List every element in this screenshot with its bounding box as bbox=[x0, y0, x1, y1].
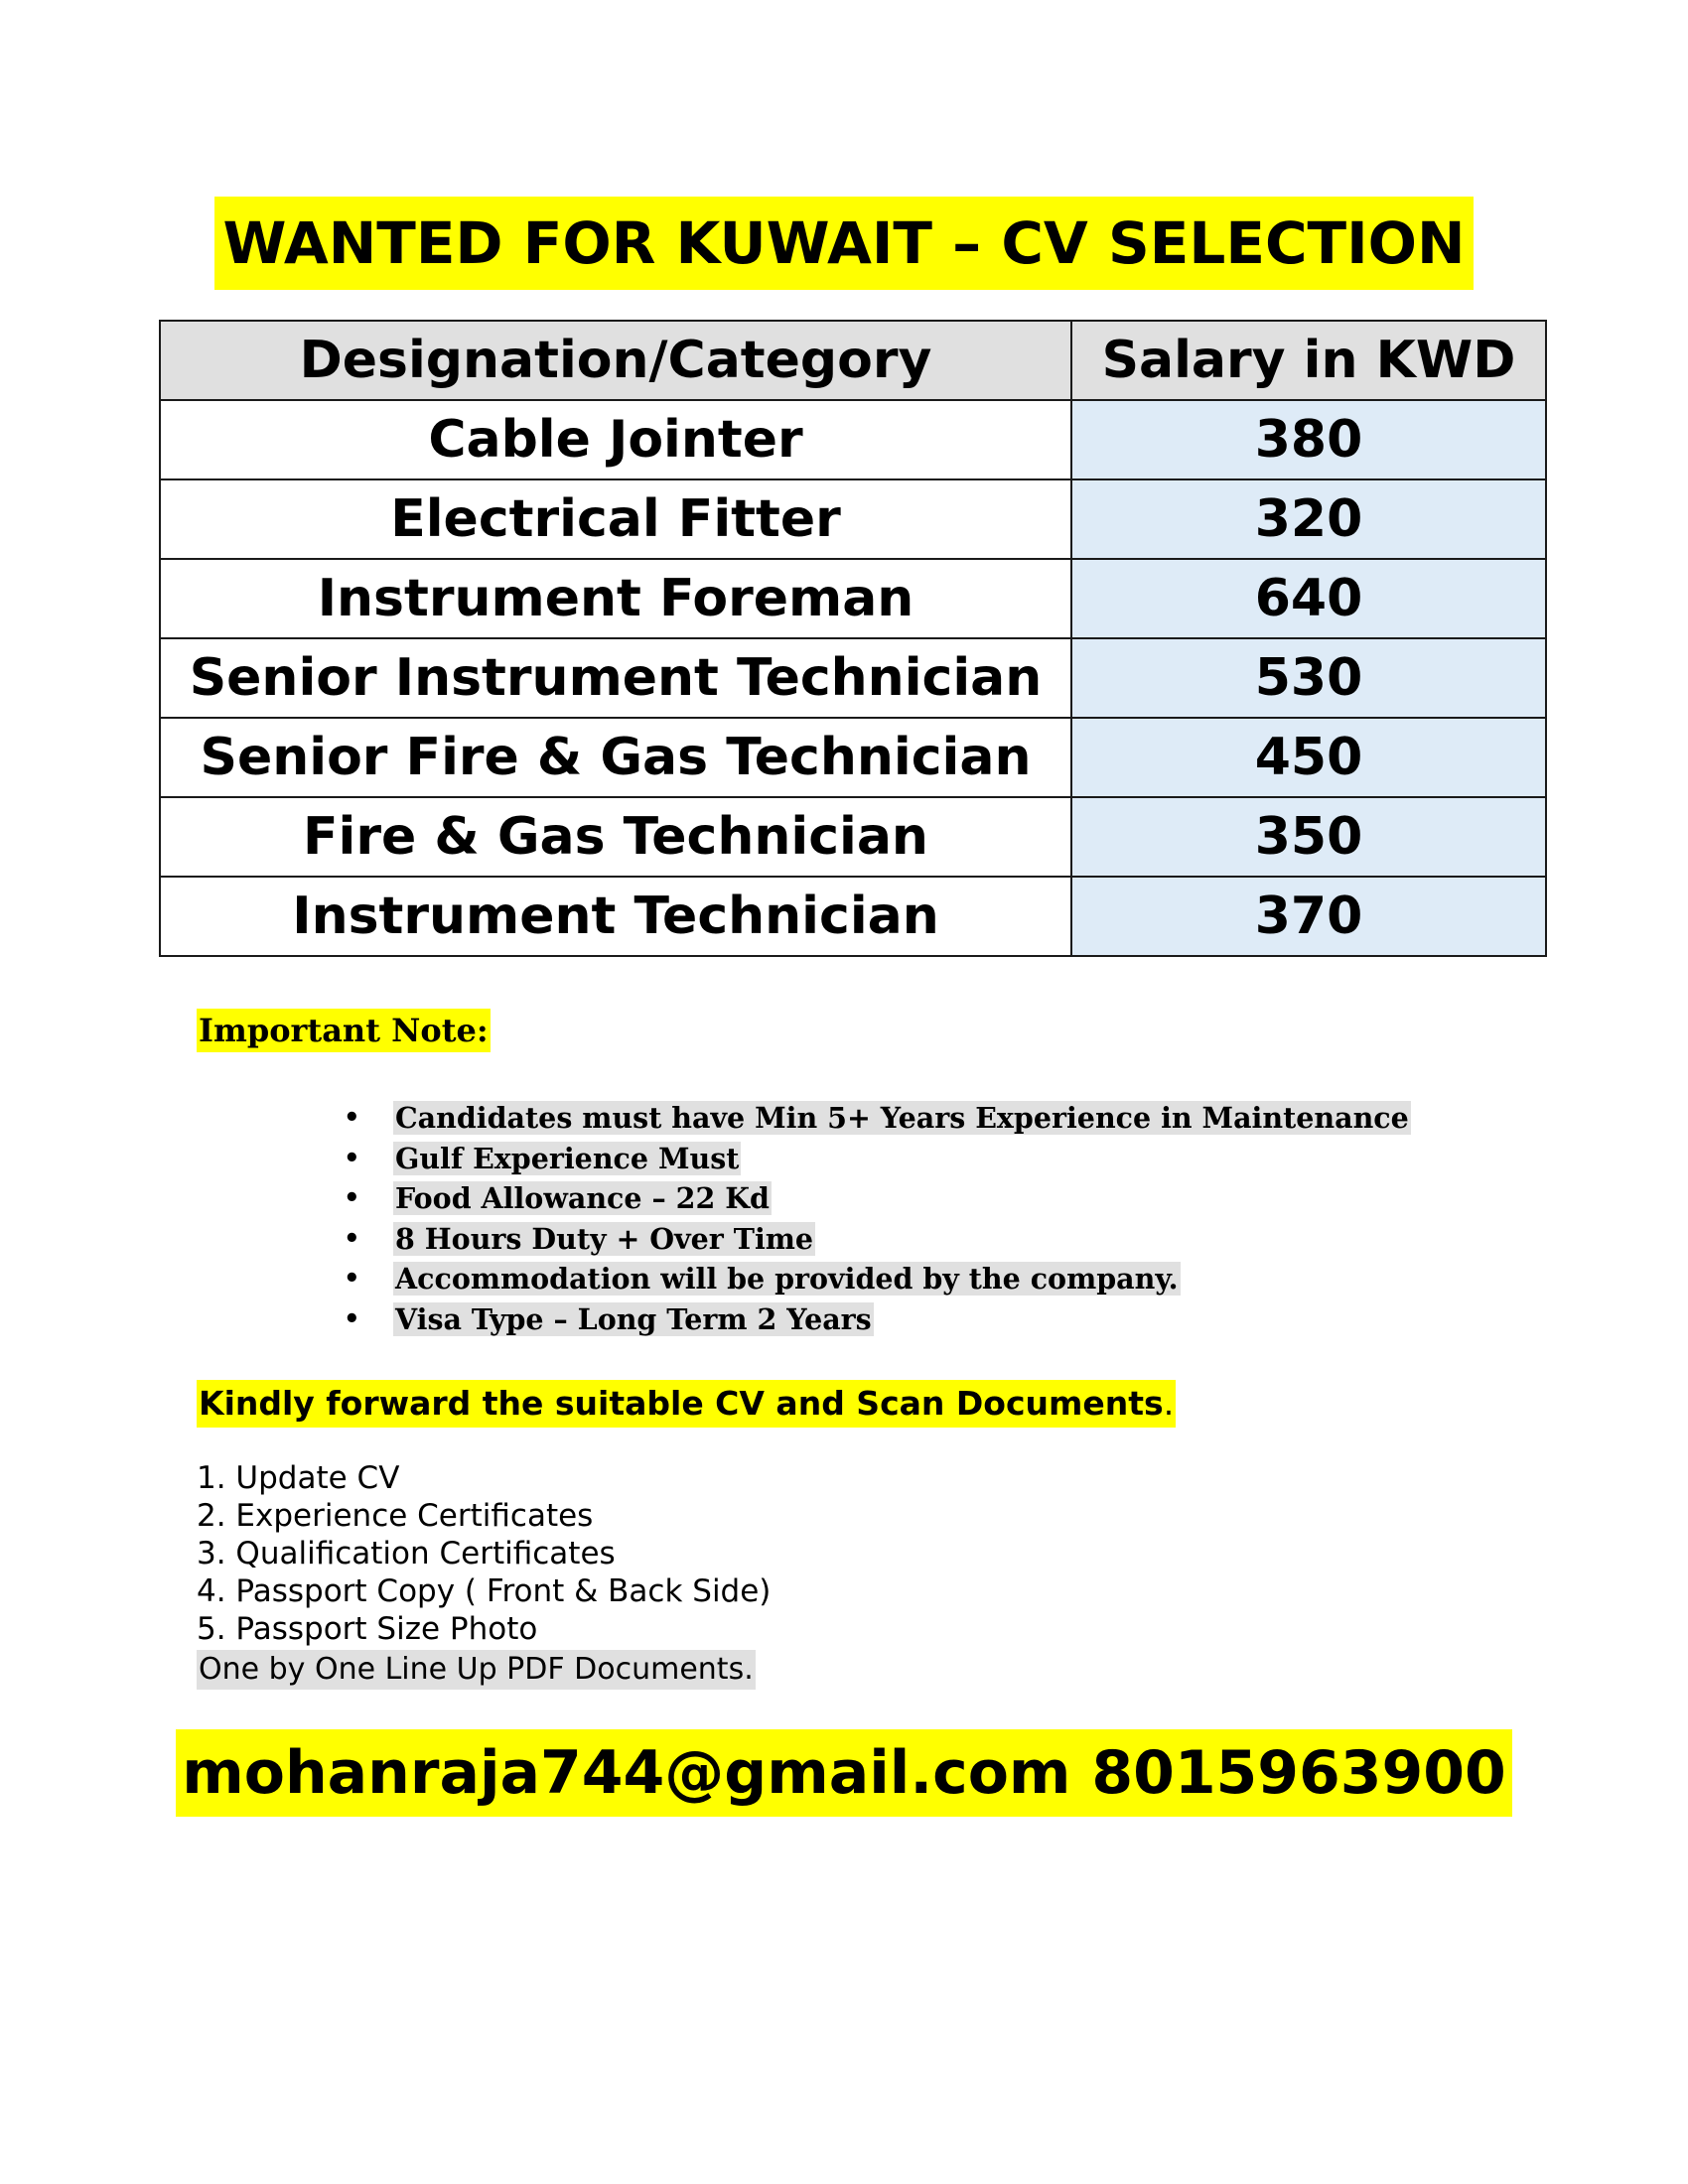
contact-wrapper bbox=[0, 1729, 1688, 1817]
title-wrapper bbox=[0, 197, 1688, 290]
list-item: 3. Qualification Certificates bbox=[197, 1536, 616, 1571]
bullet-icon: • bbox=[344, 1103, 360, 1133]
lineup-note: One by One Line Up PDF Documents. bbox=[197, 1650, 756, 1690]
list-item: 1. Update CV bbox=[197, 1460, 400, 1496]
list-item bbox=[338, 1178, 1411, 1219]
header-designation: Designation/Category bbox=[160, 321, 1071, 400]
list-item bbox=[338, 1139, 1411, 1179]
note-text: Accommodation will be provided by the company. bbox=[395, 1262, 1179, 1296]
designation-cell: Cable Jointer bbox=[160, 400, 1071, 479]
designation-cell: Instrument Technician bbox=[160, 877, 1071, 956]
important-note-list bbox=[338, 1098, 1411, 1339]
contact-info: mohanraja744@gmail.com 8015963900 bbox=[176, 1729, 1512, 1817]
table-row bbox=[160, 638, 1546, 718]
important-note-label: Important Note: bbox=[197, 1009, 491, 1052]
forward-text: Kindly forward the suitable CV and Scan Documents bbox=[199, 1384, 1164, 1423]
salary-cell: 370 bbox=[1071, 877, 1546, 956]
table-row bbox=[160, 797, 1546, 877]
salary-cell: 530 bbox=[1071, 638, 1546, 718]
forward-suffix: . bbox=[1163, 1384, 1175, 1423]
designation-cell: Fire & Gas Technician bbox=[160, 797, 1071, 877]
list-item bbox=[338, 1219, 1411, 1260]
salary-cell: 320 bbox=[1071, 479, 1546, 559]
list-item: 4. Passport Copy ( Front & Back Side) bbox=[197, 1573, 772, 1609]
bullet-icon: • bbox=[344, 1143, 360, 1173]
list-item: 2. Experience Certificates bbox=[197, 1498, 594, 1534]
list-item bbox=[338, 1259, 1411, 1299]
salary-cell: 350 bbox=[1071, 797, 1546, 877]
salary-cell: 640 bbox=[1071, 559, 1546, 638]
salary-cell: 380 bbox=[1071, 400, 1546, 479]
documents-list bbox=[197, 1459, 771, 1648]
bullet-icon: • bbox=[344, 1264, 360, 1294]
designation-cell: Instrument Foreman bbox=[160, 559, 1071, 638]
note-text: Visa Type – Long Term 2 Years bbox=[395, 1301, 872, 1336]
designation-cell: Senior Fire & Gas Technician bbox=[160, 718, 1071, 797]
list-item: 5. Passport Size Photo bbox=[197, 1611, 538, 1647]
forward-instruction bbox=[197, 1380, 1176, 1428]
note-text: Candidates must have Min 5+ Years Experience in Maintenance bbox=[395, 1101, 1409, 1135]
designation-cell: Senior Instrument Technician bbox=[160, 638, 1071, 718]
note-text: Food Allowance – 22 Kd bbox=[395, 1181, 770, 1215]
designation-cell: Electrical Fitter bbox=[160, 479, 1071, 559]
salary-table bbox=[159, 320, 1547, 957]
header-salary: Salary in KWD bbox=[1071, 321, 1546, 400]
page-title: WANTED FOR KUWAIT – CV SELECTION bbox=[214, 197, 1473, 290]
table-row bbox=[160, 877, 1546, 956]
list-item bbox=[338, 1299, 1411, 1340]
table-row bbox=[160, 559, 1546, 638]
salary-cell: 450 bbox=[1071, 718, 1546, 797]
table-row bbox=[160, 718, 1546, 797]
table-row bbox=[160, 479, 1546, 559]
bullet-icon: • bbox=[344, 1223, 360, 1254]
list-item bbox=[338, 1098, 1411, 1139]
table-row bbox=[160, 400, 1546, 479]
bullet-icon: • bbox=[344, 1183, 360, 1213]
note-text: 8 Hours Duty + Over Time bbox=[395, 1221, 814, 1256]
note-text: Gulf Experience Must bbox=[395, 1141, 740, 1175]
table-header-row bbox=[160, 321, 1546, 400]
bullet-icon: • bbox=[344, 1303, 360, 1334]
